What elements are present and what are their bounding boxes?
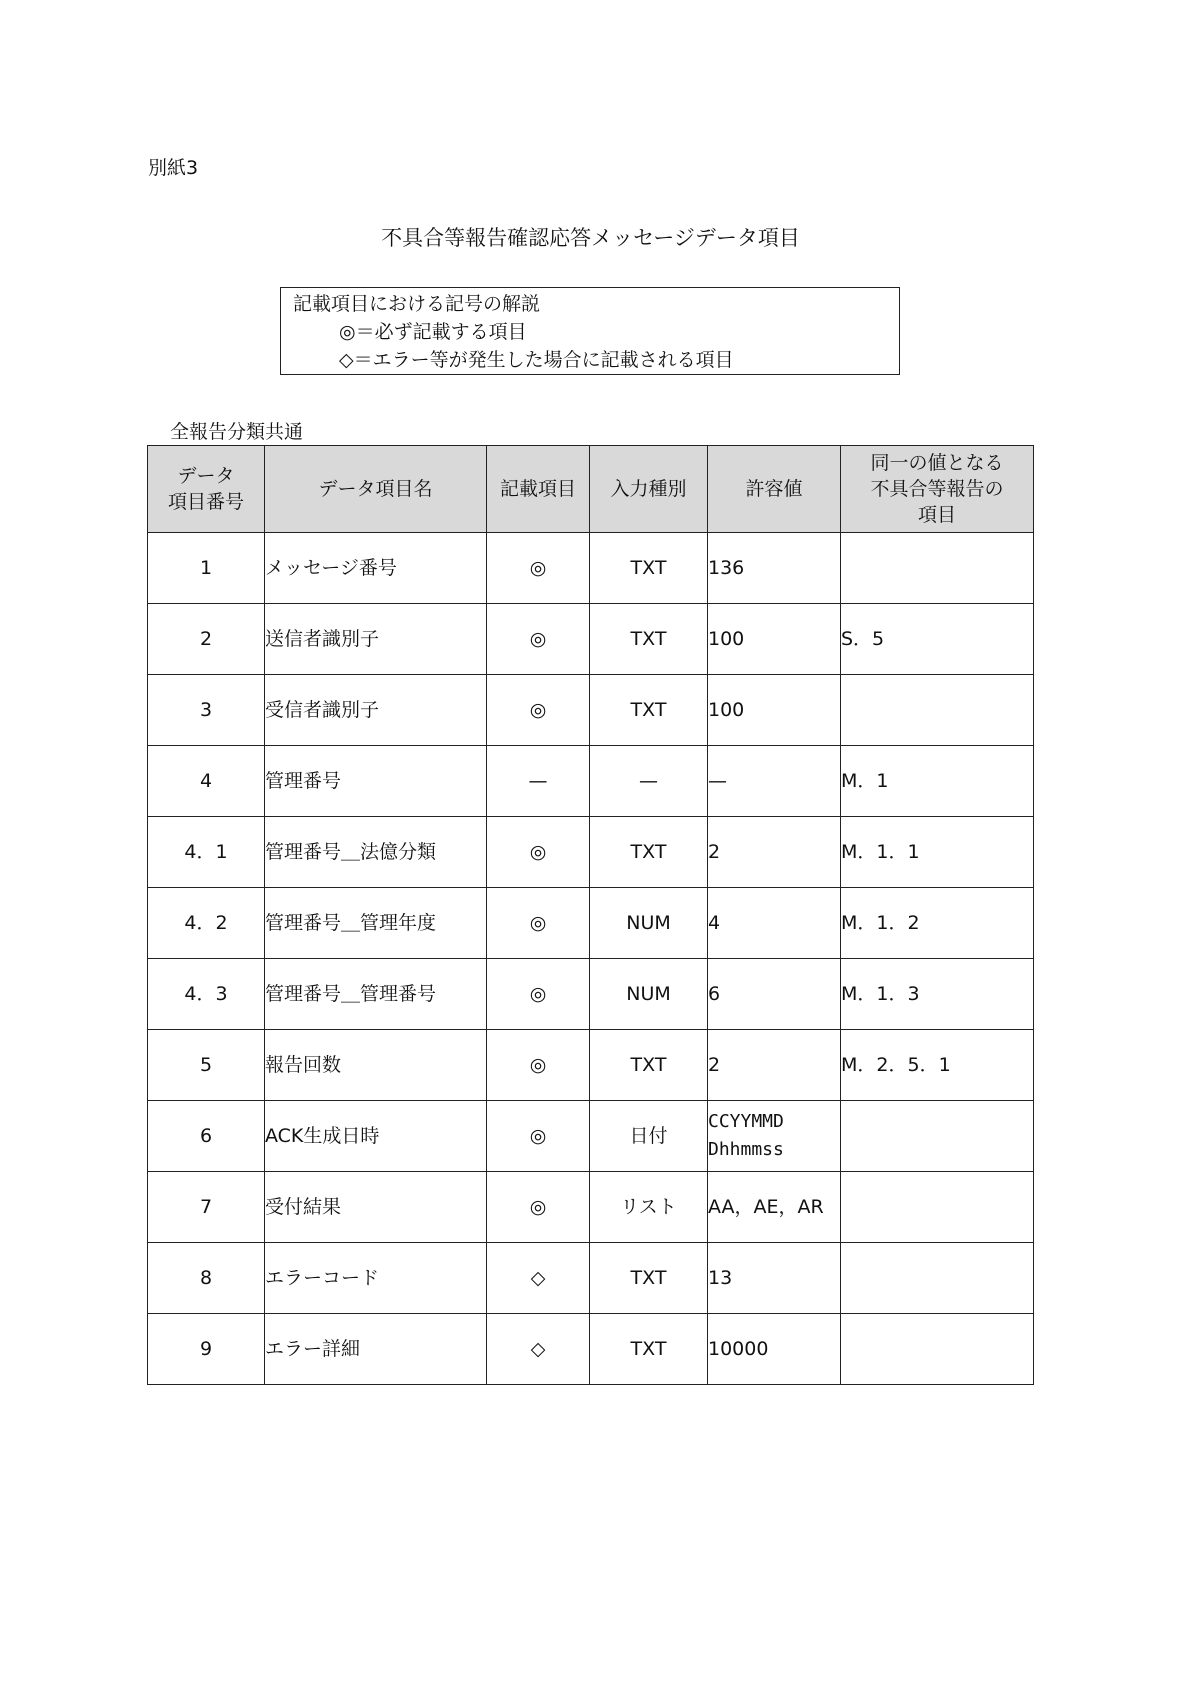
- cell-same-value: M．1．1: [841, 817, 1034, 888]
- table-row: [148, 1314, 1034, 1385]
- cell-allowed: 13: [708, 1243, 841, 1314]
- cell-number: 6: [148, 1101, 265, 1172]
- cell-required: ◎: [487, 1172, 590, 1243]
- cell-input-type: NUM: [590, 959, 708, 1030]
- cell-required: ◎: [487, 1101, 590, 1172]
- cell-name: 受付結果: [265, 1172, 487, 1243]
- cell-name: 管理番号＿法億分類: [265, 817, 487, 888]
- cell-allowed: 100: [708, 675, 841, 746]
- table-header-row: [148, 446, 1034, 533]
- cell-input-type: —: [590, 746, 708, 817]
- legend-error-symbol: ◇＝エラー等が発生した場合に記載される項目: [339, 349, 734, 371]
- cell-allowed: AA，AE，AR: [708, 1172, 841, 1243]
- cell-required: ◎: [487, 533, 590, 604]
- table-row: [148, 533, 1034, 604]
- cell-required: ◎: [487, 817, 590, 888]
- cell-name: エラーコード: [265, 1243, 487, 1314]
- table-row: [148, 817, 1034, 888]
- cell-number: 8: [148, 1243, 265, 1314]
- cell-allowed: CCYYMMD Dhhmmss: [708, 1101, 841, 1172]
- cell-allowed: 10000: [708, 1314, 841, 1385]
- cell-name: 受信者識別子: [265, 675, 487, 746]
- header-item-name: データ項目名: [265, 446, 487, 533]
- cell-required: ◎: [487, 888, 590, 959]
- cell-input-type: TXT: [590, 1314, 708, 1385]
- cell-name: 管理番号＿管理番号: [265, 959, 487, 1030]
- cell-same-value: S．5: [841, 604, 1034, 675]
- header-allowed-value: 許容値: [708, 446, 841, 533]
- cell-input-type: 日付: [590, 1101, 708, 1172]
- cell-required: ◎: [487, 959, 590, 1030]
- cell-number: 9: [148, 1314, 265, 1385]
- cell-input-type: TXT: [590, 675, 708, 746]
- table-row: [148, 746, 1034, 817]
- cell-required: ◎: [487, 675, 590, 746]
- cell-allowed: 4: [708, 888, 841, 959]
- cell-allowed: —: [708, 746, 841, 817]
- cell-allowed: 100: [708, 604, 841, 675]
- cell-number: 2: [148, 604, 265, 675]
- table-row: [148, 888, 1034, 959]
- cell-name: 送信者識別子: [265, 604, 487, 675]
- cell-number: 7: [148, 1172, 265, 1243]
- cell-same-value: M．1: [841, 746, 1034, 817]
- data-item-table: [147, 445, 1034, 1385]
- cell-name: エラー詳細: [265, 1314, 487, 1385]
- cell-number: 4．3: [148, 959, 265, 1030]
- cell-allowed: 2: [708, 1030, 841, 1101]
- cell-same-value: [841, 1243, 1034, 1314]
- cell-required: ◎: [487, 1030, 590, 1101]
- document-title: 不具合等報告確認応答メッセージデータ項目: [381, 226, 800, 250]
- cell-number: 4．2: [148, 888, 265, 959]
- cell-number: 4．1: [148, 817, 265, 888]
- cell-input-type: TXT: [590, 604, 708, 675]
- cell-same-value: M．1．3: [841, 959, 1034, 1030]
- cell-number: 1: [148, 533, 265, 604]
- cell-same-value: [841, 1101, 1034, 1172]
- cell-same-value: [841, 675, 1034, 746]
- legend-required-symbol: ◎＝必ず記載する項目: [339, 321, 527, 343]
- cell-input-type: リスト: [590, 1172, 708, 1243]
- cell-same-value: [841, 533, 1034, 604]
- cell-input-type: TXT: [590, 533, 708, 604]
- header-required: 記載項目: [487, 446, 590, 533]
- cell-input-type: NUM: [590, 888, 708, 959]
- header-input-type: 入力種別: [590, 446, 708, 533]
- section-label: 全報告分類共通: [170, 421, 304, 443]
- cell-number: 5: [148, 1030, 265, 1101]
- cell-name: ACK生成日時: [265, 1101, 487, 1172]
- table-row: [148, 1243, 1034, 1314]
- table-row: [148, 1030, 1034, 1101]
- cell-input-type: TXT: [590, 817, 708, 888]
- cell-required: ◎: [487, 604, 590, 675]
- cell-name: メッセージ番号: [265, 533, 487, 604]
- cell-number: 4: [148, 746, 265, 817]
- table-row: [148, 604, 1034, 675]
- cell-allowed: 6: [708, 959, 841, 1030]
- header-same-value-item: 同一の値となる 不具合等報告の 項目: [841, 446, 1034, 533]
- header-item-number: データ 項目番号: [148, 446, 265, 533]
- table-row: [148, 1172, 1034, 1243]
- table-row: [148, 959, 1034, 1030]
- cell-number: 3: [148, 675, 265, 746]
- cell-input-type: TXT: [590, 1243, 708, 1314]
- cell-same-value: [841, 1314, 1034, 1385]
- cell-same-value: M．2．5．1: [841, 1030, 1034, 1101]
- cell-name: 管理番号＿管理年度: [265, 888, 487, 959]
- cell-input-type: TXT: [590, 1030, 708, 1101]
- annex-label: 別紙3: [148, 157, 199, 179]
- cell-name: 管理番号: [265, 746, 487, 817]
- legend-heading: 記載項目における記号の解説: [293, 293, 541, 315]
- cell-same-value: M．1．2: [841, 888, 1034, 959]
- cell-name: 報告回数: [265, 1030, 487, 1101]
- symbol-legend-box: [280, 287, 900, 375]
- cell-same-value: [841, 1172, 1034, 1243]
- cell-allowed: 136: [708, 533, 841, 604]
- cell-allowed: 2: [708, 817, 841, 888]
- cell-required: ◇: [487, 1243, 590, 1314]
- cell-required: ◇: [487, 1314, 590, 1385]
- table-row: [148, 1101, 1034, 1172]
- table-row: [148, 675, 1034, 746]
- cell-required: —: [487, 746, 590, 817]
